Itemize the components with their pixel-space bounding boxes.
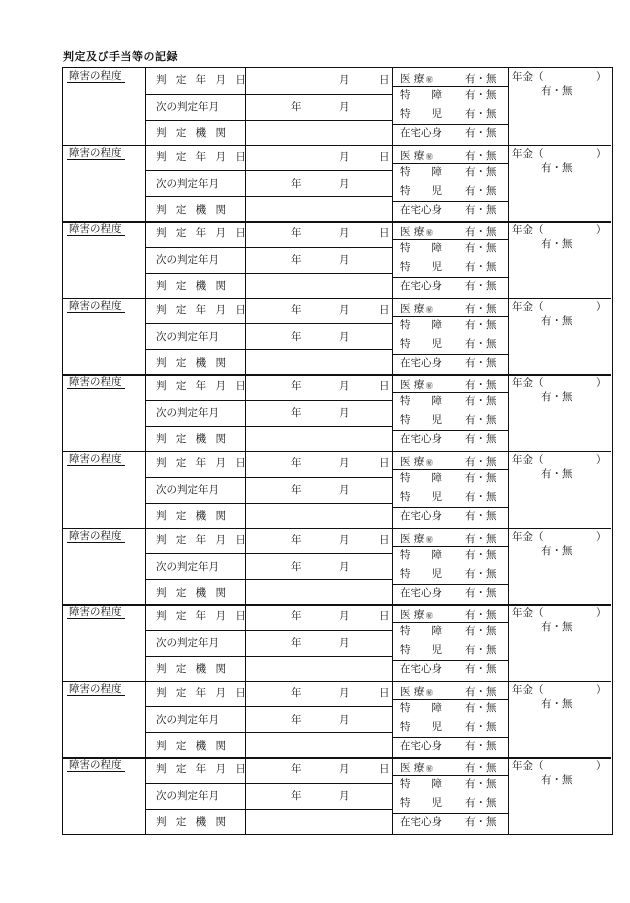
judgment-date-label: 判 定 年 月 日 xyxy=(156,380,249,393)
row-divider xyxy=(145,630,392,631)
month-label: 月 xyxy=(339,763,350,776)
column-divider xyxy=(508,298,509,375)
tokuji-yes-no: 有・無 xyxy=(465,414,497,427)
medical-yes-no: 有・無 xyxy=(465,379,497,392)
pension-yes-no: 有・無 xyxy=(541,468,573,480)
tokuji-label: 特 児 xyxy=(400,337,442,350)
judgment-agency-label: 判 定 機 関 xyxy=(156,433,230,446)
row-divider xyxy=(392,775,508,776)
row-divider xyxy=(392,201,508,202)
next-month-label: 月 xyxy=(339,101,350,113)
degree-label: 障害の程度 xyxy=(67,606,125,619)
next-judgment-label: 次の判定年月 xyxy=(156,254,219,267)
medical-label xyxy=(400,379,434,392)
home-care-yes-no: 有・無 xyxy=(465,586,497,599)
tokuji-label: 特 児 xyxy=(400,720,442,733)
next-year-label: 年 xyxy=(291,330,302,343)
medical-label xyxy=(400,73,434,86)
year-label: 年 xyxy=(291,686,302,699)
next-year-label: 年 xyxy=(291,101,302,113)
year-label: 年 xyxy=(291,533,302,546)
next-month-label: 月 xyxy=(339,484,350,496)
row-divider xyxy=(145,196,392,197)
pension-yes-no: 有・無 xyxy=(541,544,573,557)
column-divider xyxy=(392,757,393,834)
tokusho-label: 特 障 xyxy=(400,165,442,178)
next-judgment-label: 次の判定年月 xyxy=(156,637,219,650)
medical-label xyxy=(400,609,434,622)
year-label: 年 xyxy=(291,610,302,623)
record-block xyxy=(63,221,611,298)
record-block xyxy=(63,451,611,528)
tokusho-yes-no: 有・無 xyxy=(465,778,497,791)
judgment-date-label: 判 定 年 月 日 xyxy=(156,227,249,240)
medical-text: 医 療 xyxy=(400,149,425,162)
pension-yes-no: 有・無 xyxy=(541,85,573,97)
next-month-label: 月 xyxy=(339,713,350,726)
month-label: 月 xyxy=(339,380,350,393)
column-divider xyxy=(508,604,509,681)
record-block xyxy=(63,374,611,451)
pension-yes-no: 有・無 xyxy=(541,774,573,787)
medical-label xyxy=(400,533,434,546)
home-care-yes-no: 有・無 xyxy=(465,433,497,446)
tokuji-label: 特 児 xyxy=(400,567,442,580)
column-divider xyxy=(508,68,509,145)
day-label: 日 xyxy=(379,303,390,316)
row-divider xyxy=(145,656,392,657)
judgment-date-label: 判 定 年 月 日 xyxy=(156,457,249,469)
pension-label: 年金（ ） xyxy=(512,71,607,83)
tokuji-label: 特 児 xyxy=(400,108,442,120)
tokuji-yes-no: 有・無 xyxy=(465,108,497,120)
judgment-agency-label: 判 定 機 関 xyxy=(156,739,230,752)
column-divider xyxy=(392,681,393,758)
column-divider xyxy=(508,681,509,758)
medical-mark-icon: ㊙ xyxy=(425,459,433,467)
medical-text: 医 療 xyxy=(400,685,425,698)
judgment-agency-label: 判 定 機 関 xyxy=(156,203,230,216)
month-label: 月 xyxy=(339,150,350,163)
medical-mark-icon: ㊙ xyxy=(425,152,433,161)
column-divider xyxy=(392,528,393,605)
next-year-label: 年 xyxy=(291,407,302,420)
record-block xyxy=(63,604,611,681)
column-divider xyxy=(392,604,393,681)
pension-yes-no: 有・無 xyxy=(541,391,573,404)
next-month-label: 月 xyxy=(339,637,350,650)
row-divider xyxy=(145,706,392,707)
medical-label xyxy=(400,762,434,775)
month-label: 月 xyxy=(339,74,350,86)
row-divider xyxy=(392,622,508,623)
medical-mark-icon: ㊙ xyxy=(425,305,433,314)
column-divider xyxy=(145,68,146,145)
pension-label: 年金（ ） xyxy=(512,607,607,620)
row-divider xyxy=(392,354,508,355)
pension-label: 年金（ ） xyxy=(512,530,607,543)
column-divider xyxy=(145,374,146,451)
row-divider xyxy=(392,737,508,738)
judgment-date-label: 判 定 年 月 日 xyxy=(156,763,249,776)
next-year-label: 年 xyxy=(291,560,302,573)
medical-yes-no: 有・無 xyxy=(465,532,497,545)
tokuji-label: 特 児 xyxy=(400,184,442,197)
medical-label xyxy=(400,150,434,163)
next-year-label: 年 xyxy=(291,637,302,650)
judgment-date-label: 判 定 年 月 日 xyxy=(156,533,249,546)
pension-yes-no: 有・無 xyxy=(541,621,573,634)
next-judgment-label: 次の判定年月 xyxy=(156,330,219,343)
year-label: 年 xyxy=(291,380,302,393)
tokuji-yes-no: 有・無 xyxy=(465,720,497,733)
next-month-label: 月 xyxy=(339,330,350,343)
month-label: 月 xyxy=(339,610,350,623)
row-divider xyxy=(392,163,508,164)
row-divider xyxy=(392,316,508,317)
row-divider xyxy=(145,503,392,504)
tokusho-yes-no: 有・無 xyxy=(465,395,497,408)
column-divider xyxy=(145,528,146,605)
tokusho-yes-no: 有・無 xyxy=(465,89,497,101)
row-divider xyxy=(145,477,392,478)
home-care-yes-no: 有・無 xyxy=(465,510,497,522)
next-judgment-label: 次の判定年月 xyxy=(156,713,219,726)
tokusho-label: 特 障 xyxy=(400,701,442,714)
tokusho-yes-no: 有・無 xyxy=(465,625,497,638)
tokusho-yes-no: 有・無 xyxy=(465,472,497,484)
row-divider xyxy=(392,813,508,814)
medical-mark-icon: ㊙ xyxy=(425,612,433,621)
row-divider xyxy=(145,120,392,121)
home-care-yes-no: 有・無 xyxy=(465,356,497,369)
row-divider xyxy=(145,170,392,171)
column-divider xyxy=(392,374,393,451)
row-divider xyxy=(392,660,508,661)
medical-mark-icon: ㊙ xyxy=(425,76,433,84)
row-divider xyxy=(392,469,508,470)
home-care-label: 在宅心身 xyxy=(400,127,442,139)
row-divider xyxy=(392,546,508,547)
judgment-date-label: 判 定 年 月 日 xyxy=(156,610,249,623)
month-label: 月 xyxy=(339,227,350,240)
column-divider xyxy=(392,145,393,222)
tokusho-yes-no: 有・無 xyxy=(465,165,497,178)
record-block xyxy=(63,298,611,375)
medical-label xyxy=(400,456,434,469)
pension-label: 年金（ ） xyxy=(512,224,607,237)
pension-yes-no: 有・無 xyxy=(541,161,573,174)
page-title: 判定及び手当等の記録 xyxy=(63,50,178,63)
column-divider xyxy=(508,374,509,451)
record-block xyxy=(63,681,611,758)
day-label: 日 xyxy=(379,763,390,776)
month-label: 月 xyxy=(339,686,350,699)
row-divider xyxy=(392,392,508,393)
next-month-label: 月 xyxy=(339,177,350,190)
medical-text: 医 療 xyxy=(400,73,425,85)
pension-yes-no: 有・無 xyxy=(541,697,573,710)
year-label: 年 xyxy=(291,303,302,316)
tokusho-label: 特 障 xyxy=(400,318,442,331)
judgment-date-label: 判 定 年 月 日 xyxy=(156,150,249,163)
home-care-label: 在宅心身 xyxy=(400,586,442,599)
row-divider xyxy=(392,86,508,87)
row-divider xyxy=(392,507,508,508)
row-divider xyxy=(392,124,508,125)
column-divider xyxy=(145,298,146,375)
pension-yes-no: 有・無 xyxy=(541,238,573,251)
column-divider xyxy=(145,451,146,528)
row-divider xyxy=(392,277,508,278)
row-divider xyxy=(145,553,392,554)
degree-label: 障害の程度 xyxy=(67,683,125,696)
degree-label: 障害の程度 xyxy=(67,530,125,543)
row-divider xyxy=(145,323,392,324)
medical-mark-icon: ㊙ xyxy=(425,765,433,774)
tokuji-yes-no: 有・無 xyxy=(465,184,497,197)
column-divider xyxy=(145,757,146,834)
judgment-agency-label: 判 定 機 関 xyxy=(156,663,230,676)
next-month-label: 月 xyxy=(339,407,350,420)
medical-text: 医 療 xyxy=(400,379,425,392)
home-care-yes-no: 有・無 xyxy=(465,280,497,293)
tokuji-label: 特 児 xyxy=(400,491,442,503)
tokuji-label: 特 児 xyxy=(400,261,442,274)
row-divider xyxy=(392,430,508,431)
next-judgment-label: 次の判定年月 xyxy=(156,101,219,113)
pension-label: 年金（ ） xyxy=(512,683,607,696)
column-divider xyxy=(392,298,393,375)
day-label: 日 xyxy=(379,533,390,546)
year-label: 年 xyxy=(291,763,302,776)
degree-label: 障害の程度 xyxy=(67,453,125,466)
row-divider xyxy=(145,400,392,401)
row-divider xyxy=(145,426,392,427)
month-label: 月 xyxy=(339,457,350,469)
home-care-label: 在宅心身 xyxy=(400,816,442,829)
judgment-date-label: 判 定 年 月 日 xyxy=(156,74,249,86)
day-label: 日 xyxy=(379,457,390,469)
home-care-label: 在宅心身 xyxy=(400,356,442,369)
tokuji-yes-no: 有・無 xyxy=(465,261,497,274)
home-care-yes-no: 有・無 xyxy=(465,816,497,829)
degree-label: 障害の程度 xyxy=(67,759,125,772)
tokusho-label: 特 障 xyxy=(400,395,442,408)
medical-yes-no: 有・無 xyxy=(465,73,497,85)
medical-label xyxy=(400,226,434,239)
tokuji-yes-no: 有・無 xyxy=(465,797,497,810)
degree-label: 障害の程度 xyxy=(67,300,125,313)
judgment-agency-label: 判 定 機 関 xyxy=(156,816,230,829)
day-label: 日 xyxy=(379,150,390,163)
medical-yes-no: 有・無 xyxy=(465,609,497,622)
next-judgment-label: 次の判定年月 xyxy=(156,484,219,496)
column-divider xyxy=(145,145,146,222)
tokusho-yes-no: 有・無 xyxy=(465,548,497,561)
tokuji-yes-no: 有・無 xyxy=(465,337,497,350)
next-month-label: 月 xyxy=(339,790,350,803)
row-divider xyxy=(392,584,508,585)
home-care-label: 在宅心身 xyxy=(400,739,442,752)
home-care-label: 在宅心身 xyxy=(400,203,442,216)
next-year-label: 年 xyxy=(291,713,302,726)
tokuji-yes-no: 有・無 xyxy=(465,491,497,503)
year-label: 年 xyxy=(291,457,302,469)
home-care-yes-no: 有・無 xyxy=(465,203,497,216)
home-care-yes-no: 有・無 xyxy=(465,663,497,676)
judgment-agency-label: 判 定 機 関 xyxy=(156,356,230,369)
row-divider xyxy=(145,783,392,784)
tokuji-yes-no: 有・無 xyxy=(465,567,497,580)
medical-mark-icon: ㊙ xyxy=(425,229,433,238)
degree-label: 障害の程度 xyxy=(67,223,125,236)
month-label: 月 xyxy=(339,303,350,316)
month-label: 月 xyxy=(339,533,350,546)
medical-mark-icon: ㊙ xyxy=(425,535,433,544)
judgment-date-label: 判 定 年 月 日 xyxy=(156,686,249,699)
home-care-label: 在宅心身 xyxy=(400,280,442,293)
home-care-label: 在宅心身 xyxy=(400,433,442,446)
record-block xyxy=(63,528,611,605)
tokuji-label: 特 児 xyxy=(400,414,442,427)
row-divider xyxy=(145,809,392,810)
column-divider xyxy=(145,681,146,758)
row-divider xyxy=(392,239,508,240)
tokusho-label: 特 障 xyxy=(400,242,442,255)
pension-yes-no: 有・無 xyxy=(541,314,573,327)
medical-text: 医 療 xyxy=(400,609,425,622)
row-divider xyxy=(145,579,392,580)
tokuji-label: 特 児 xyxy=(400,797,442,810)
degree-label: 障害の程度 xyxy=(67,147,125,160)
tokusho-label: 特 障 xyxy=(400,778,442,791)
column-divider xyxy=(508,221,509,298)
row-divider xyxy=(392,699,508,700)
day-label: 日 xyxy=(379,610,390,623)
judgment-record-table xyxy=(62,67,613,835)
next-judgment-label: 次の判定年月 xyxy=(156,560,219,573)
record-block xyxy=(63,757,611,834)
row-divider xyxy=(145,247,392,248)
medical-mark-icon: ㊙ xyxy=(425,382,433,391)
medical-yes-no: 有・無 xyxy=(465,302,497,315)
pension-label: 年金（ ） xyxy=(512,300,607,313)
next-year-label: 年 xyxy=(291,254,302,267)
tokusho-yes-no: 有・無 xyxy=(465,242,497,255)
column-divider xyxy=(508,528,509,605)
row-divider xyxy=(145,732,392,733)
tokusho-label: 特 障 xyxy=(400,625,442,638)
next-judgment-label: 次の判定年月 xyxy=(156,790,219,803)
home-care-yes-no: 有・無 xyxy=(465,127,497,139)
pension-label: 年金（ ） xyxy=(512,760,607,773)
medical-mark-icon: ㊙ xyxy=(425,688,433,697)
judgment-agency-label: 判 定 機 関 xyxy=(156,127,230,139)
next-year-label: 年 xyxy=(291,177,302,190)
tokusho-yes-no: 有・無 xyxy=(465,701,497,714)
tokusho-label: 特 障 xyxy=(400,89,442,101)
next-year-label: 年 xyxy=(291,790,302,803)
row-divider xyxy=(145,349,392,350)
home-care-label: 在宅心身 xyxy=(400,510,442,522)
judgment-date-label: 判 定 年 月 日 xyxy=(156,303,249,316)
judgment-agency-label: 判 定 機 関 xyxy=(156,586,230,599)
home-care-label: 在宅心身 xyxy=(400,663,442,676)
row-divider xyxy=(145,273,392,274)
day-label: 日 xyxy=(379,227,390,240)
pension-label: 年金（ ） xyxy=(512,454,607,466)
medical-yes-no: 有・無 xyxy=(465,685,497,698)
medical-yes-no: 有・無 xyxy=(465,226,497,239)
medical-yes-no: 有・無 xyxy=(465,149,497,162)
next-month-label: 月 xyxy=(339,560,350,573)
column-divider xyxy=(508,145,509,222)
medical-text: 医 療 xyxy=(400,762,425,775)
medical-yes-no: 有・無 xyxy=(465,456,497,468)
degree-label: 障害の程度 xyxy=(67,376,125,389)
column-divider xyxy=(508,757,509,834)
day-label: 日 xyxy=(379,380,390,393)
day-label: 日 xyxy=(379,74,390,86)
medical-text: 医 療 xyxy=(400,532,425,545)
column-divider xyxy=(508,451,509,528)
next-year-label: 年 xyxy=(291,484,302,496)
tokuji-yes-no: 有・無 xyxy=(465,644,497,657)
next-judgment-label: 次の判定年月 xyxy=(156,177,219,190)
tokusho-label: 特 障 xyxy=(400,472,442,484)
medical-text: 医 療 xyxy=(400,226,425,239)
column-divider xyxy=(145,221,146,298)
tokusho-yes-no: 有・無 xyxy=(465,318,497,331)
record-block xyxy=(63,145,611,222)
medical-label xyxy=(400,686,434,699)
next-judgment-label: 次の判定年月 xyxy=(156,407,219,420)
judgment-agency-label: 判 定 機 関 xyxy=(156,280,230,293)
medical-yes-no: 有・無 xyxy=(465,762,497,775)
tokusho-label: 特 障 xyxy=(400,548,442,561)
column-divider xyxy=(145,604,146,681)
year-label: 年 xyxy=(291,227,302,240)
pension-label: 年金（ ） xyxy=(512,377,607,390)
tokuji-label: 特 児 xyxy=(400,644,442,657)
column-divider xyxy=(392,68,393,145)
home-care-yes-no: 有・無 xyxy=(465,739,497,752)
medical-text: 医 療 xyxy=(400,302,425,315)
medical-label xyxy=(400,303,434,316)
record-block xyxy=(63,68,611,145)
day-label: 日 xyxy=(379,686,390,699)
next-month-label: 月 xyxy=(339,254,350,267)
column-divider xyxy=(392,451,393,528)
row-divider xyxy=(145,94,392,95)
medical-text: 医 療 xyxy=(400,456,425,468)
judgment-agency-label: 判 定 機 関 xyxy=(156,510,230,522)
pension-label: 年金（ ） xyxy=(512,147,607,160)
degree-label: 障害の程度 xyxy=(67,70,125,83)
column-divider xyxy=(392,221,393,298)
